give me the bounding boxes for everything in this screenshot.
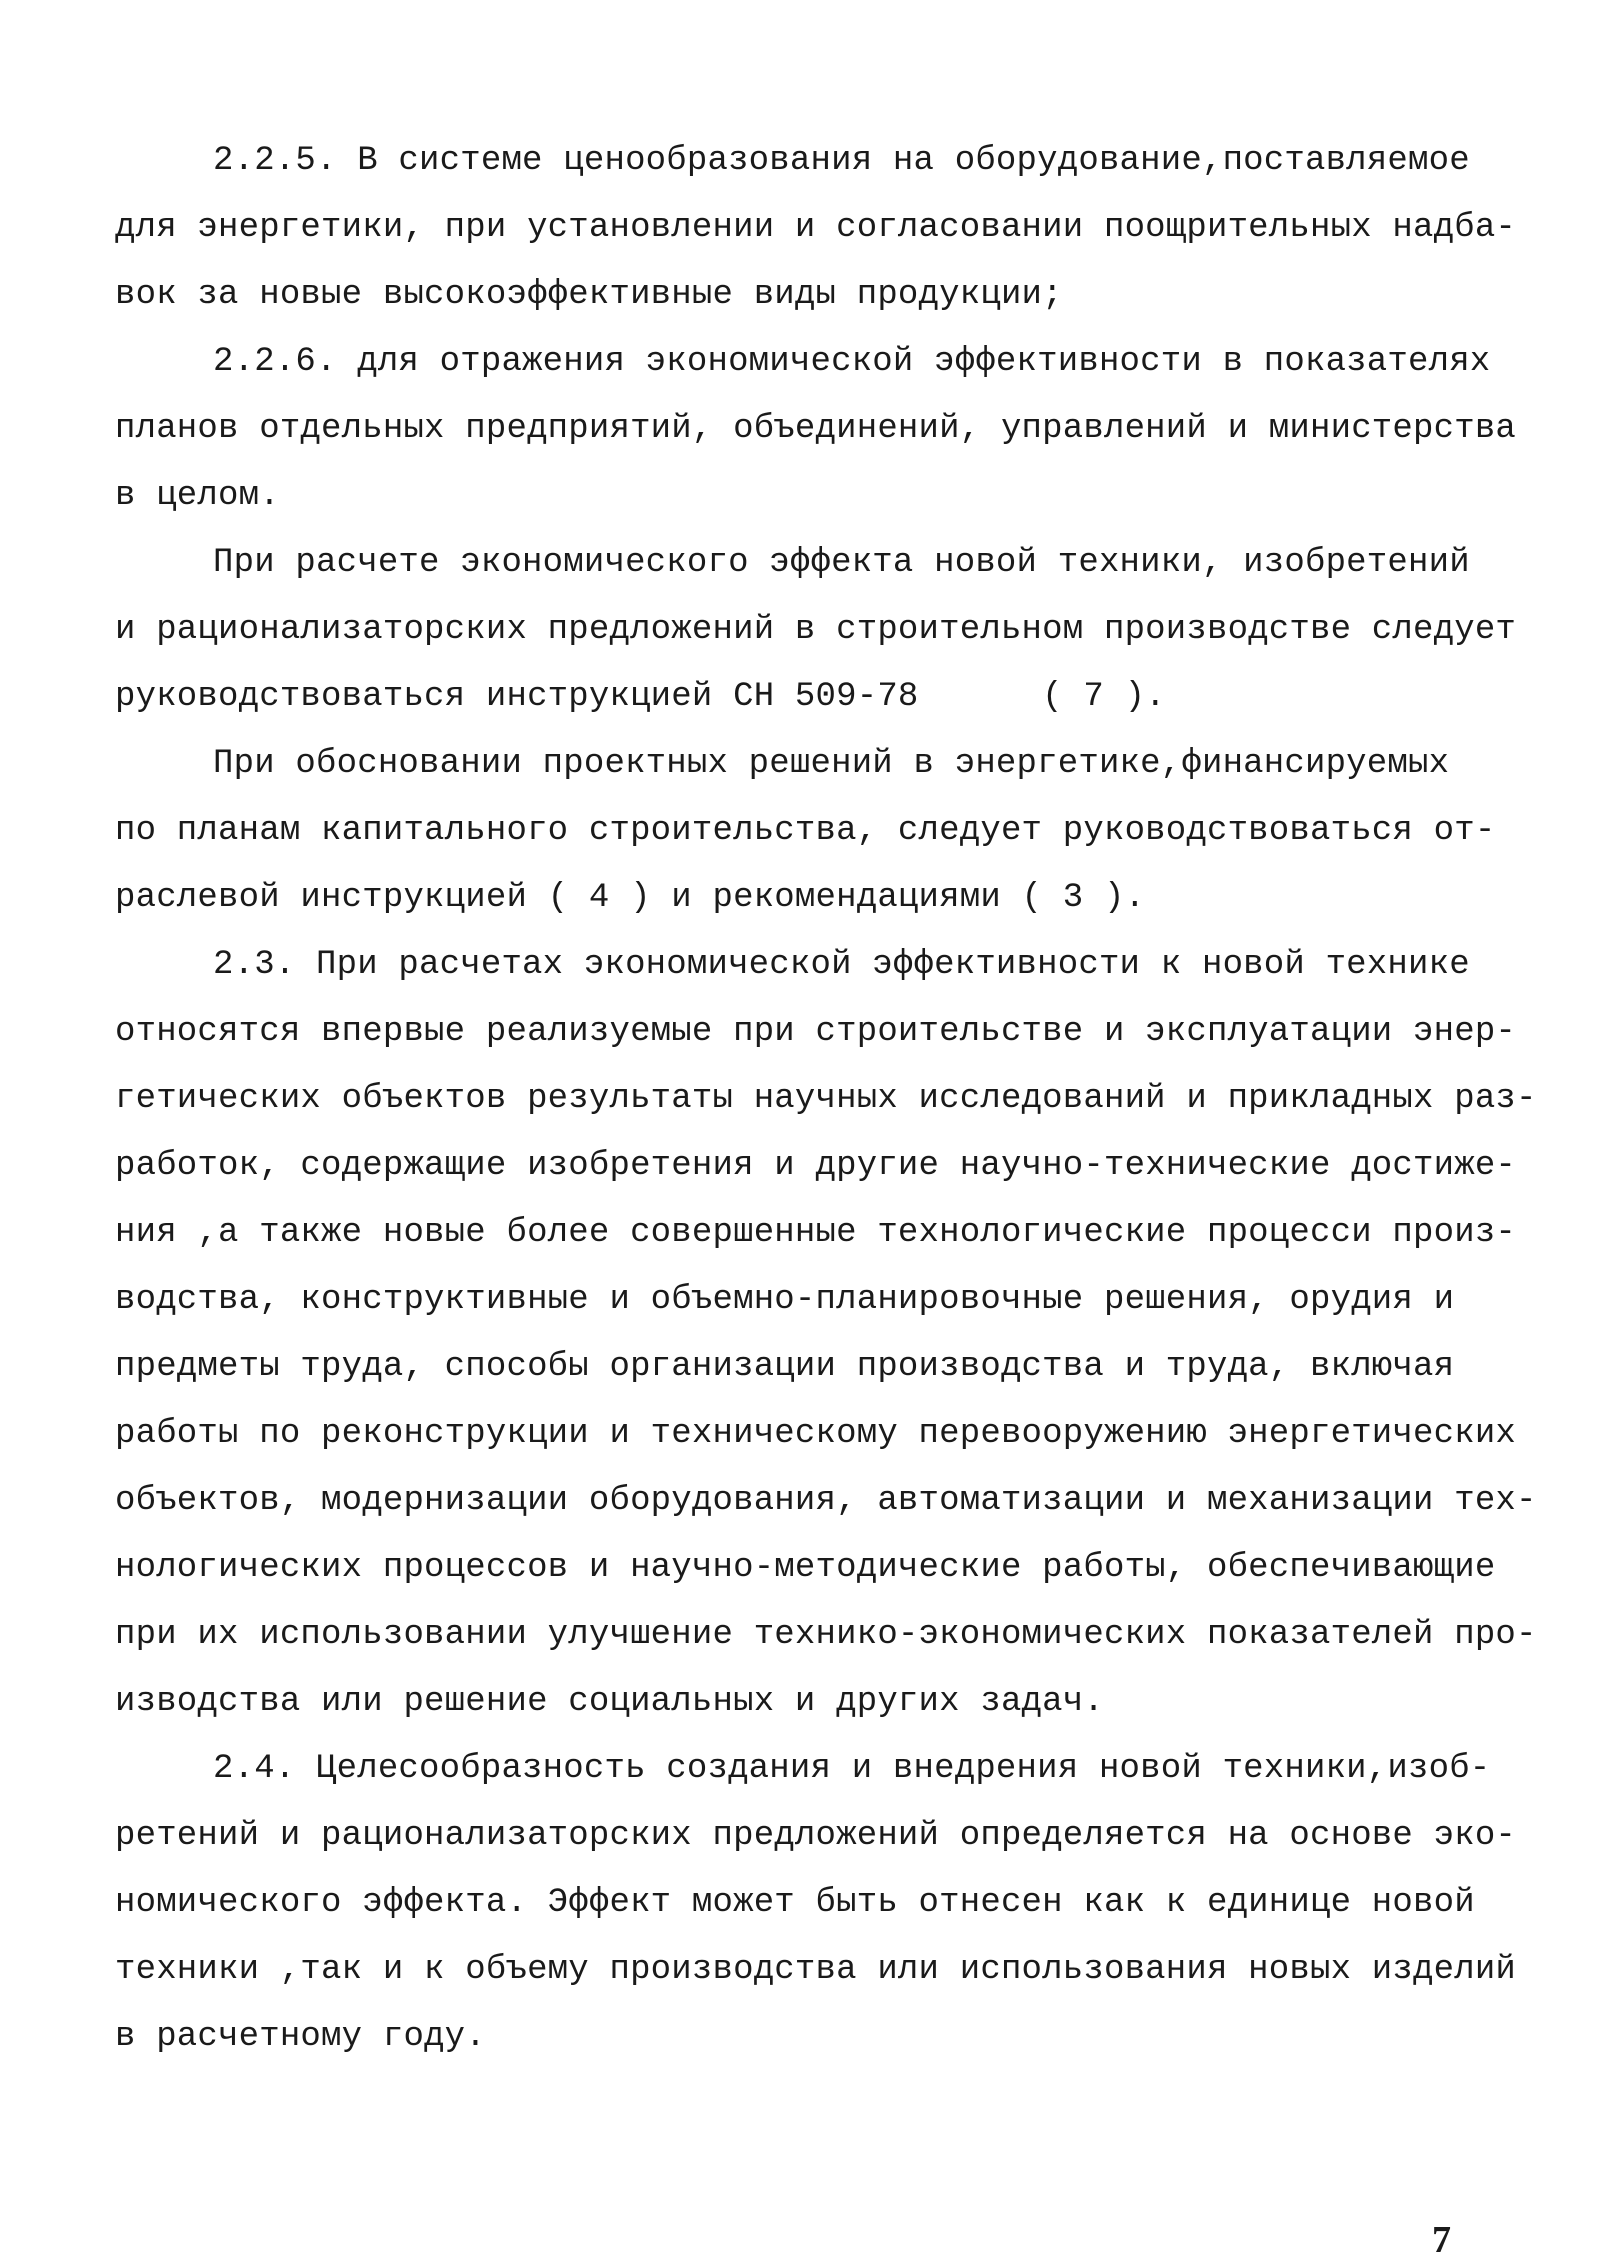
text-line: по планам капитального строительства, следует руководствоваться от- — [115, 812, 1496, 850]
text-line: руководствоваться инструкцией СН 509-78 ( 7 ). — [115, 678, 1166, 716]
text-line: вок за новые высокоэффективные виды продукции; — [115, 276, 1063, 314]
text-line: раслевой инструкцией ( 4 ) и рекомендациями ( 3 ). — [115, 879, 1146, 917]
text-line: в целом. — [115, 477, 280, 515]
text-line: гетических объектов результаты научных исследований и прикладных раз- — [115, 1080, 1537, 1118]
text-line: предметы труда, способы организации производства и труда, включая — [115, 1348, 1455, 1386]
text-line: 2.3. При расчетах экономической эффективности к новой технике — [213, 946, 1470, 984]
text-line: водства, конструктивные и объемно-планировочные решения, орудия и — [115, 1281, 1455, 1319]
paragraph-construction — [115, 530, 1515, 731]
text-line: 2.2.5. В системе ценообразования на оборудование,поставляемое — [213, 142, 1470, 180]
paragraph-2-2-6 — [115, 329, 1515, 530]
text-line: При обосновании проектных решений в энергетике,финансируемых — [213, 745, 1450, 783]
text-line: нологических процессов и научно-методические работы, обеспечивающие — [115, 1549, 1496, 1587]
text-line: ретений и рационализаторских предложений определяется на основе эко- — [115, 1817, 1517, 1855]
text-line: 2.2.6. для отражения экономической эффективности в показателях — [213, 343, 1491, 381]
document-body — [115, 128, 1537, 2071]
paragraph-design — [115, 731, 1515, 932]
text-line: работы по реконструкции и техническому перевооружению энергетических — [115, 1415, 1517, 1453]
text-line: 2.4. Целесообразность создания и внедрения новой техники,изоб- — [213, 1750, 1491, 1788]
text-line: относятся впервые реализуемые при строительстве и эксплуатации энер- — [115, 1013, 1517, 1051]
text-line: техники ,так и к объему производства или использования новых изделий — [115, 1951, 1517, 1989]
text-line: для энергетики, при установлении и согласовании поощрительных надба- — [115, 209, 1517, 247]
text-line: номического эффекта. Эффект может быть отнесен как к единице новой — [115, 1884, 1475, 1922]
text-line: ния ,а также новые более совершенные технологические процесси произ- — [115, 1214, 1517, 1252]
text-line: изводства или решение социальных и других задач. — [115, 1683, 1104, 1721]
text-line: планов отдельных предприятий, объединений, управлений и министерства — [115, 410, 1517, 448]
text-line: при их использовании улучшение технико-экономических показателей про- — [115, 1616, 1537, 1654]
page-number: 7 — [1432, 2219, 1451, 2261]
paragraph-2-3 — [115, 932, 1537, 1736]
text-line: объектов, модернизации оборудования, автоматизации и механизации тех- — [115, 1482, 1537, 1520]
text-line: и рационализаторских предложений в строительном производстве следует — [115, 611, 1517, 649]
paragraph-2-2-5 — [115, 128, 1515, 329]
paragraph-2-4 — [115, 1736, 1515, 2071]
text-line: работок, содержащие изобретения и другие научно-технические достиже- — [115, 1147, 1517, 1185]
text-line: в расчетному году. — [115, 2018, 486, 2056]
text-line: При расчете экономического эффекта новой техники, изобретений — [213, 544, 1470, 582]
